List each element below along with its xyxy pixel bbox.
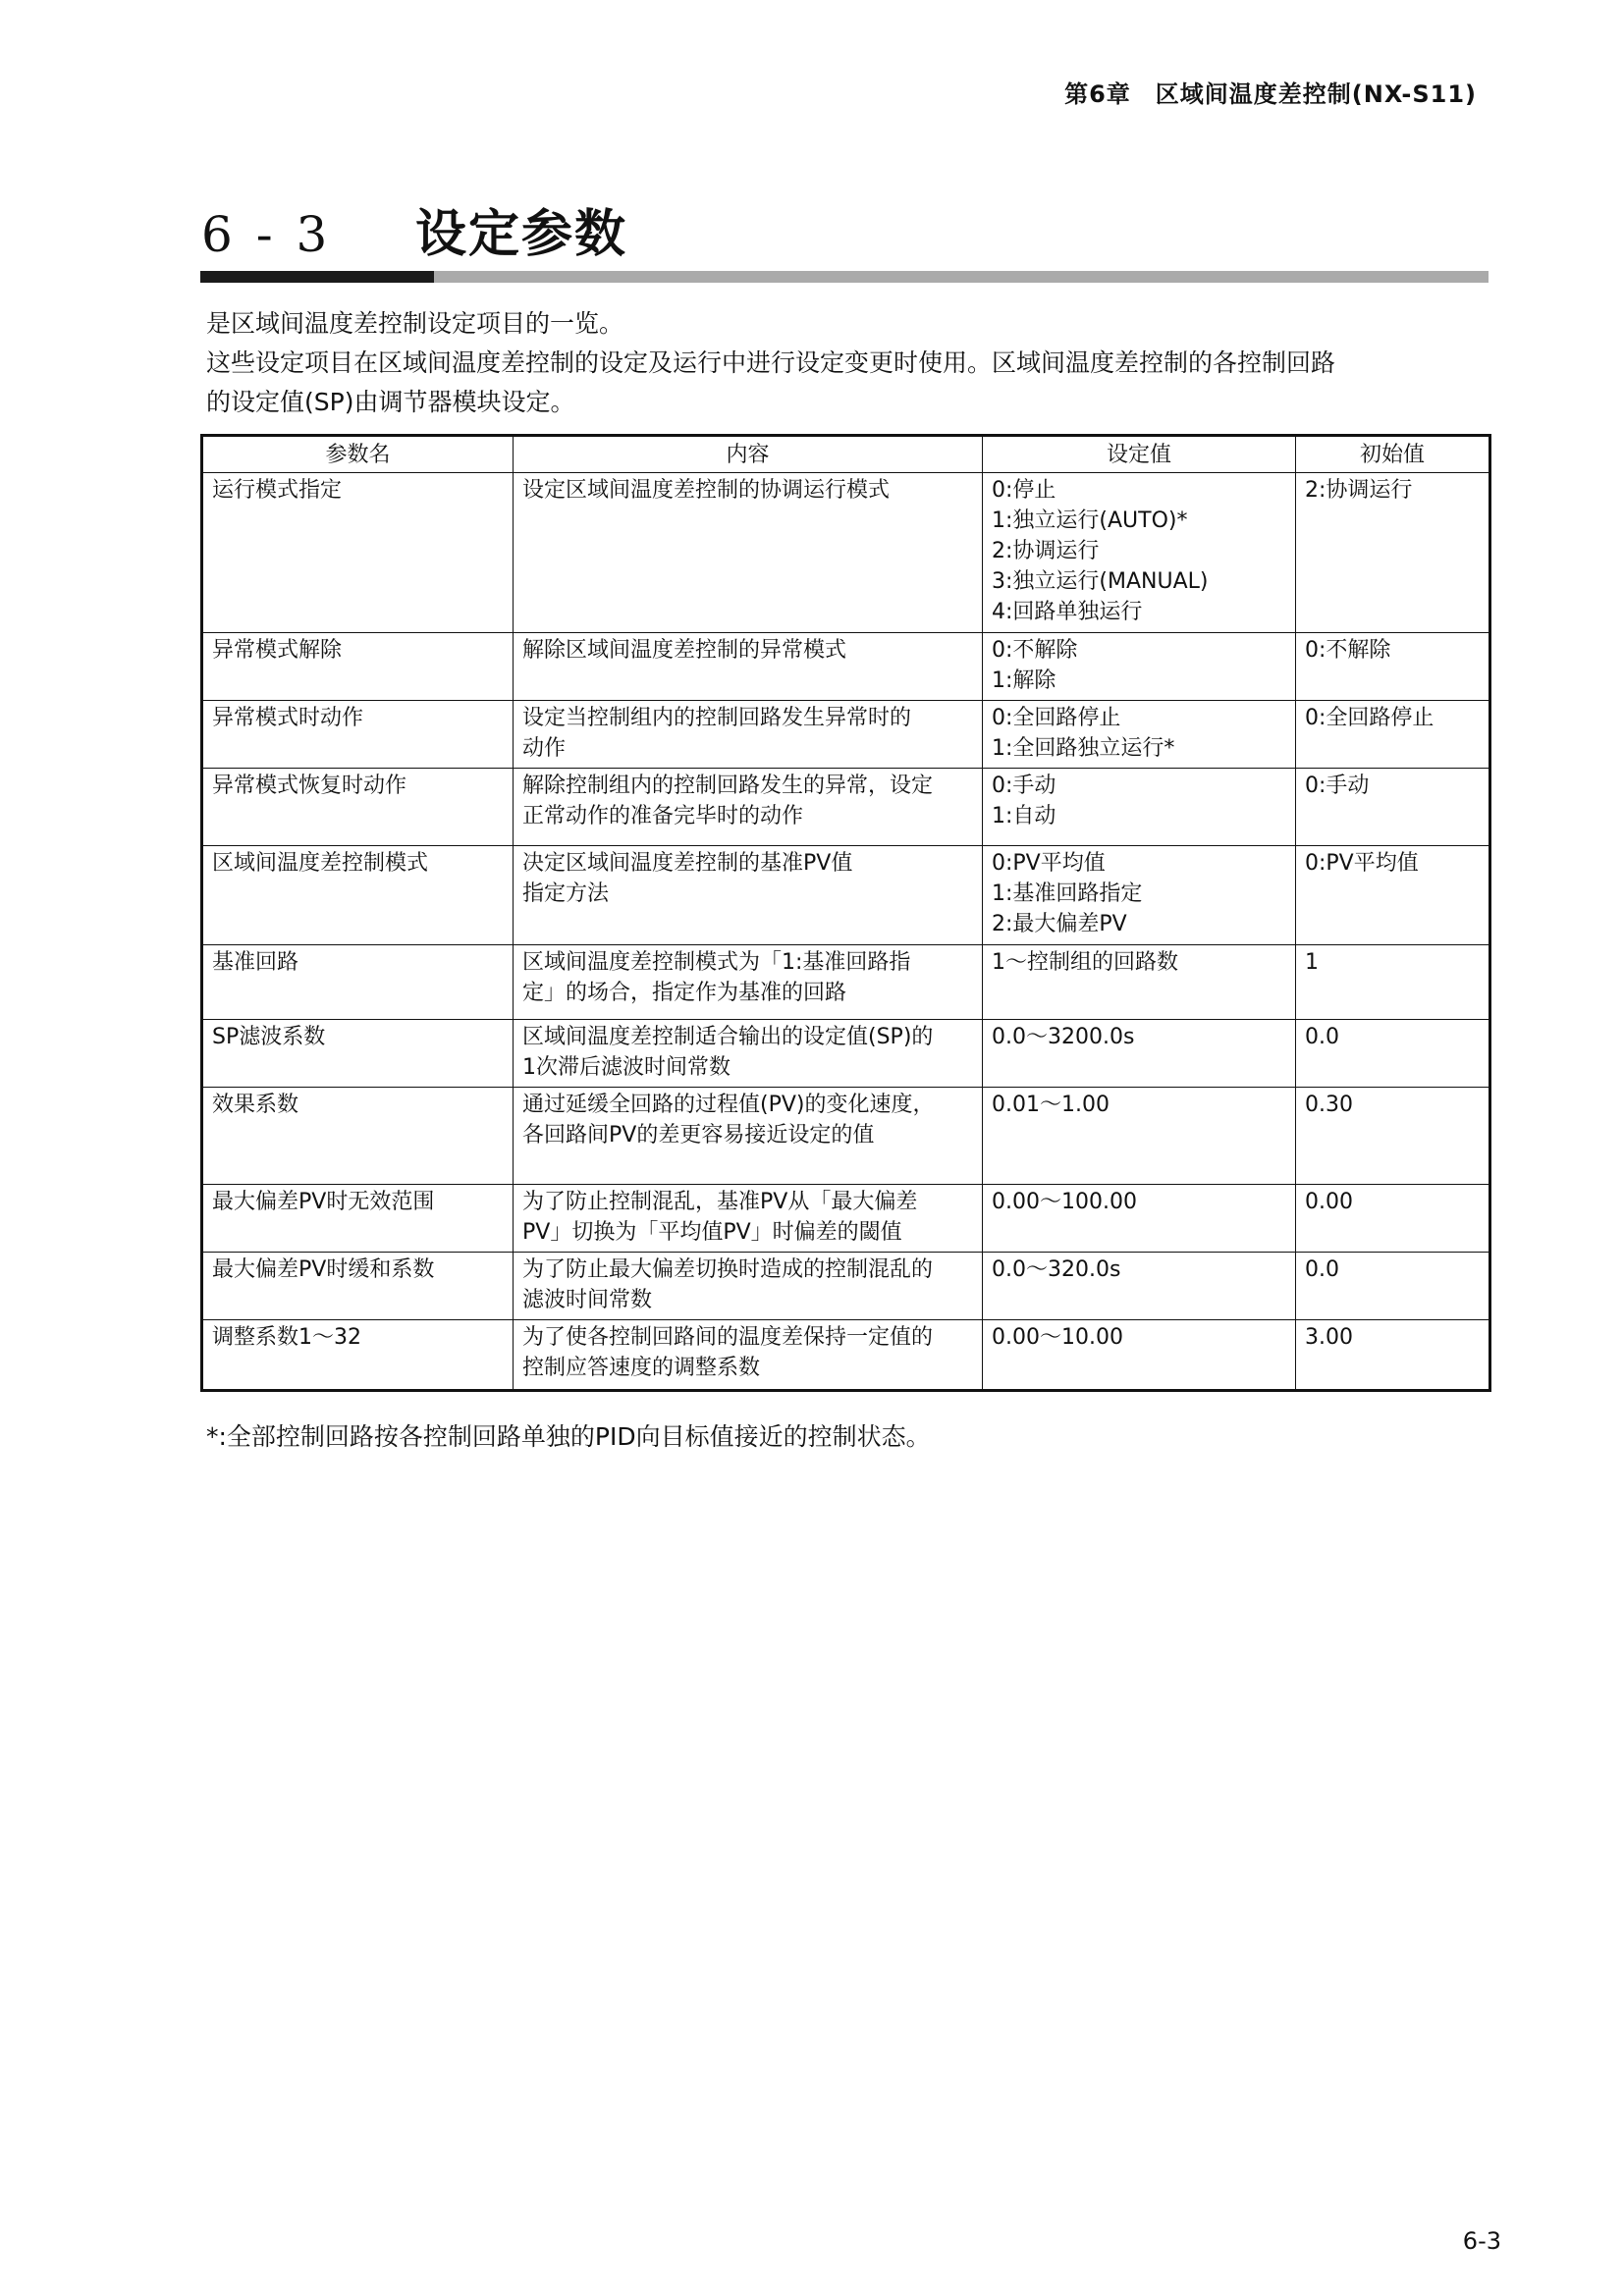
param-setting: 1～控制组的回路数 [983,945,1296,1020]
intro-line: 是区域间温度差控制设定项目的一览。 [206,309,624,338]
param-initial: 3.00 [1296,1320,1490,1391]
table-row [202,473,1490,633]
param-content: 设定区域间温度差控制的协调运行模式 [514,473,983,633]
param-content: 解除区域间温度差控制的异常模式 [514,633,983,701]
table-row [202,701,1490,769]
param-setting: 0:全回路停止 1:全回路独立运行* [983,701,1296,769]
table-row [202,1088,1490,1185]
param-content: 设定当控制组内的控制回路发生异常时的 动作 [514,701,983,769]
running-header: 第6章 区域间温度差控制(NX-S11) [1064,80,1477,108]
param-initial: 0.30 [1296,1088,1490,1185]
param-name: 异常模式恢复时动作 [202,769,514,846]
param-content: 决定区域间温度差控制的基准PV值 指定方法 [514,846,983,945]
param-content: 解除控制组内的控制回路发生的异常，设定 正常动作的准备完毕时的动作 [514,769,983,846]
param-setting: 0:不解除 1:解除 [983,633,1296,701]
param-initial: 0.00 [1296,1185,1490,1253]
param-initial: 0.0 [1296,1253,1490,1320]
param-setting: 0:PV平均值 1:基准回路指定 2:最大偏差PV [983,846,1296,945]
section-heading [201,192,1478,266]
param-setting: 0.0～3200.0s [983,1020,1296,1088]
param-content: 为了使各控制回路间的温度差保持一定值的 控制应答速度的调整系数 [514,1320,983,1391]
table-header-row [202,436,1490,473]
table-row [202,1020,1490,1088]
parameter-table [200,434,1491,1392]
param-name: 基准回路 [202,945,514,1020]
table-row [202,1253,1490,1320]
footnote: *:全部控制回路按各控制回路单独的PID向目标值接近的控制状态。 [206,1422,931,1451]
param-name: 异常模式时动作 [202,701,514,769]
heading-rule-accent [200,271,434,283]
param-name: 运行模式指定 [202,473,514,633]
param-name: SP滤波系数 [202,1020,514,1088]
param-initial: 0:全回路停止 [1296,701,1490,769]
param-setting: 0:停止 1:独立运行(AUTO)* 2:协调运行 3:独立运行(MANUAL) 4:回路单独运行 [983,473,1296,633]
table-row [202,1185,1490,1253]
param-initial: 2:协调运行 [1296,473,1490,633]
intro-text [206,304,1483,422]
intro-line: 这些设定项目在区域间温度差控制的设定及运行中进行设定变更时使用。区域间温度差控制的各控制回路 [206,348,1336,377]
param-name: 异常模式解除 [202,633,514,701]
page-number: 6-3 [1462,2227,1501,2255]
param-setting: 0.00～10.00 [983,1320,1296,1391]
param-name: 最大偏差PV时缓和系数 [202,1253,514,1320]
param-initial: 0:PV平均值 [1296,846,1490,945]
param-initial: 0:手动 [1296,769,1490,846]
param-name: 调整系数1～32 [202,1320,514,1391]
param-content: 区域间温度差控制适合输出的设定值(SP)的 1次滞后滤波时间常数 [514,1020,983,1088]
param-setting: 0.00～100.00 [983,1185,1296,1253]
param-content: 区域间温度差控制模式为「1:基准回路指 定」的场合，指定作为基准的回路 [514,945,983,1020]
param-setting: 0.01～1.00 [983,1088,1296,1185]
param-initial: 0.0 [1296,1020,1490,1088]
param-name: 最大偏差PV时无效范围 [202,1185,514,1253]
table-row [202,633,1490,701]
table-row [202,769,1490,846]
param-content: 通过延缓全回路的过程值(PV)的变化速度， 各回路间PV的差更容易接近设定的值 [514,1088,983,1185]
section-number: 6 - 3 [201,206,332,263]
param-content: 为了防止最大偏差切换时造成的控制混乱的 滤波时间常数 [514,1253,983,1320]
column-header-name: 参数名 [202,436,514,473]
section-title: 设定参数 [415,204,628,264]
column-header-initial: 初始值 [1296,436,1490,473]
param-initial: 0:不解除 [1296,633,1490,701]
table-row [202,846,1490,945]
column-header-content: 内容 [514,436,983,473]
heading-rule [200,271,1489,283]
table-row [202,945,1490,1020]
param-name: 效果系数 [202,1088,514,1185]
param-setting: 0.0～320.0s [983,1253,1296,1320]
intro-line: 的设定值(SP)由调节器模块设定。 [206,388,575,416]
param-content: 为了防止控制混乱，基准PV从「最大偏差 PV」切换为「平均值PV」时偏差的閾值 [514,1185,983,1253]
column-header-setting: 设定值 [983,436,1296,473]
param-name: 区域间温度差控制模式 [202,846,514,945]
table-row [202,1320,1490,1391]
param-initial: 1 [1296,945,1490,1020]
param-setting: 0:手动 1:自动 [983,769,1296,846]
